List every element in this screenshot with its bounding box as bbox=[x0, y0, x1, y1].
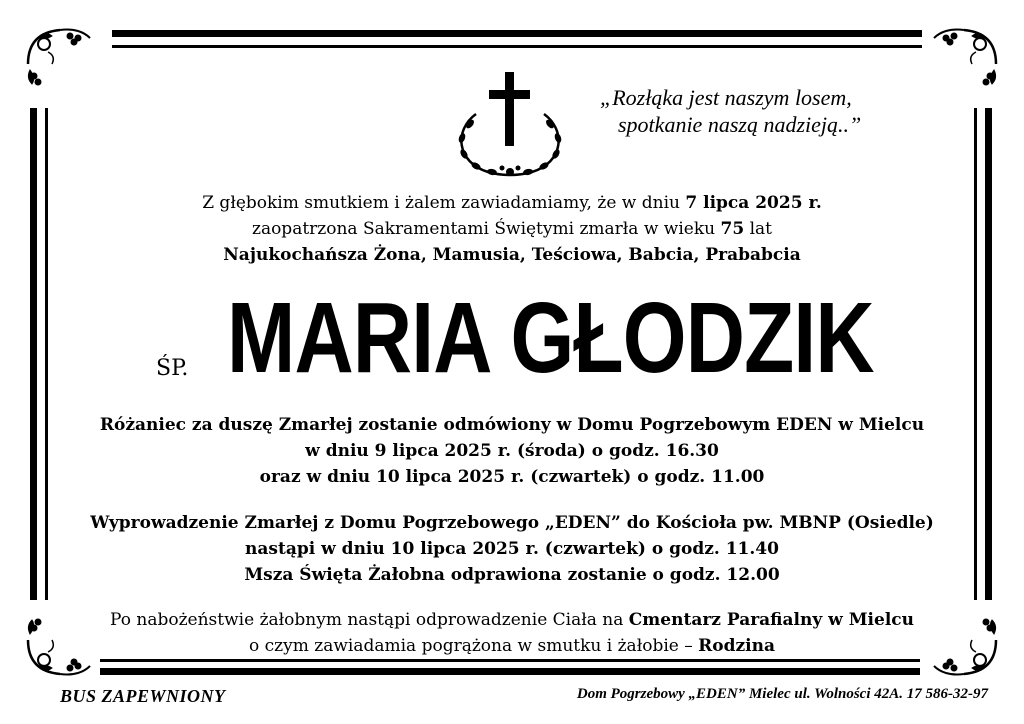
rosary-block bbox=[60, 412, 964, 490]
floral-corner-icon bbox=[24, 24, 94, 94]
frame-bottom-thick bbox=[100, 668, 920, 675]
closing-block bbox=[60, 607, 964, 659]
closing-line-2 bbox=[60, 633, 964, 659]
deceased-name-row bbox=[130, 282, 890, 398]
rosary-line-3: oraz w dniu 10 lipca 2025 r. (czwartek) o godz. 11.00 bbox=[259, 467, 765, 487]
frame-top-thin bbox=[112, 45, 922, 48]
closing-line-2-text: o czym zawiadamia pogrążona w smutku i żałobie – bbox=[249, 636, 699, 656]
deceased-name: MARIA GŁODZIK bbox=[227, 282, 874, 394]
deceased-prefix: ŚP. bbox=[156, 356, 189, 381]
closing-line-1-text: Po nabożeństwie żałobnym nastąpi odprowadzenie Ciała na bbox=[110, 610, 629, 630]
cross-with-wreath-icon bbox=[448, 68, 572, 180]
floral-corner-icon bbox=[930, 24, 1000, 94]
frame-left-thick bbox=[30, 108, 37, 600]
procession-line-1: Wyprowadzenie Zmarłej z Domu Pogrzebowego „EDEN” do Kościoła pw. MBNP (Osiedle) bbox=[90, 513, 934, 533]
intro-line-2-text: zaopatrzona Sakramentami Świętymi zmarła w wieku bbox=[251, 219, 721, 239]
intro-line-1 bbox=[60, 190, 964, 216]
intro-block bbox=[60, 190, 964, 268]
intro-line-2 bbox=[60, 216, 964, 242]
funeral-home-contact: Dom Pogrzebowy „EDEN” Mielec ul. Wolności 42A. 17 586-32-97 bbox=[576, 686, 988, 702]
procession-line-3: Msza Święta Żałobna odprawiona zostanie o godz. 12.00 bbox=[244, 565, 780, 585]
frame-right-thin bbox=[974, 108, 977, 600]
bus-notice: BUS ZAPEWNIONY bbox=[60, 686, 226, 706]
frame-top-thick bbox=[112, 30, 922, 37]
family-signature: Rodzina bbox=[698, 636, 775, 656]
closing-line-1 bbox=[60, 607, 964, 633]
family-roles: Najukochańsza Żona, Mamusia, Teściowa, Babcia, Prababcia bbox=[223, 245, 801, 265]
cemetery-name: Cmentarz Parafialny w Mielcu bbox=[628, 610, 914, 630]
frame-bottom-thin bbox=[100, 659, 920, 662]
frame-right-thick bbox=[985, 108, 992, 600]
frame-left-thin bbox=[45, 108, 48, 600]
rosary-line-1: Różaniec za duszę Zmarłej zostanie odmówiony w Domu Pogrzebowym EDEN w Mielcu bbox=[99, 415, 925, 435]
death-date: 7 lipca 2025 r. bbox=[685, 193, 822, 213]
quote bbox=[600, 84, 930, 138]
age-value: 75 bbox=[720, 219, 745, 239]
quote-line-2: spotkanie naszą nadzieją..” bbox=[618, 112, 862, 137]
rosary-line-2: w dniu 9 lipca 2025 r. (środa) o godz. 16.30 bbox=[305, 441, 719, 461]
procession-line-2: nastąpi w dniu 10 lipca 2025 r. (czwartek) o godz. 11.40 bbox=[245, 539, 779, 559]
intro-line-1-text: Z głębokim smutkiem i żalem zawiadamiamy, że w dniu bbox=[202, 193, 686, 213]
quote-line-1: „Rozłąka jest naszym losem, bbox=[600, 85, 852, 110]
procession-block bbox=[60, 510, 964, 588]
age-unit: lat bbox=[744, 219, 772, 239]
